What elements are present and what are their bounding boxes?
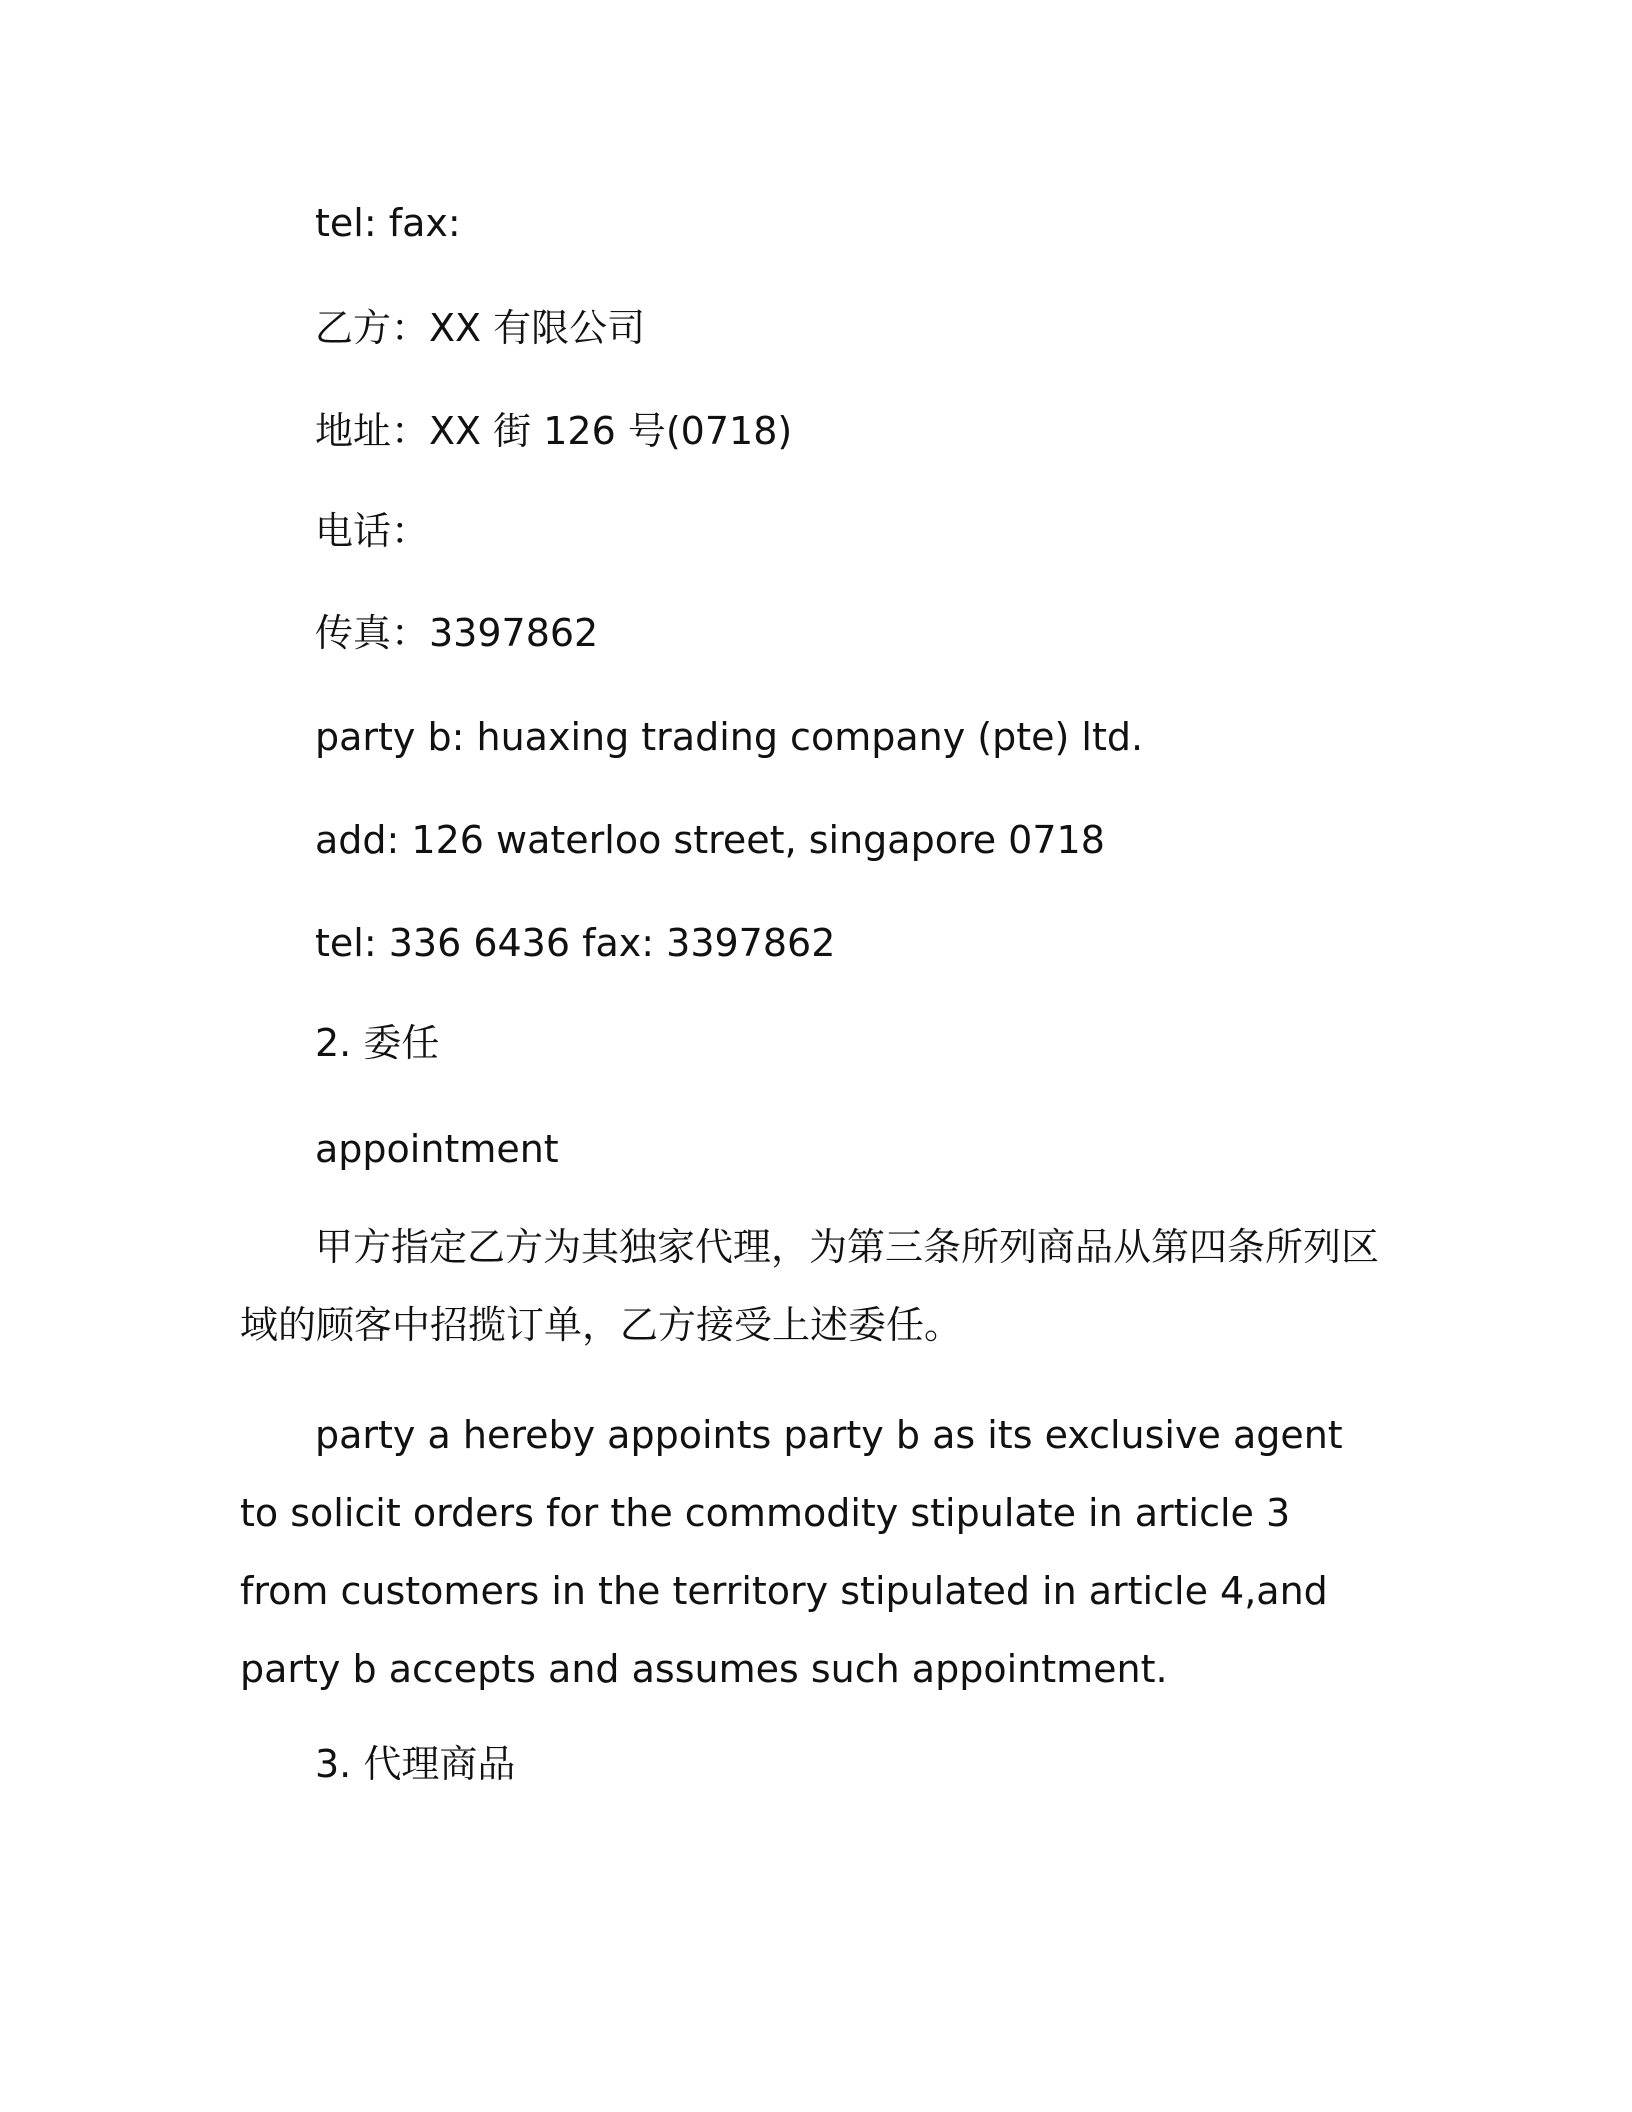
appointment-paragraph-cn: 甲方指定乙方为其独家代理，为第三条所列商品从第四条所列区域的顾客中招揽订单，乙方接受上述委任。 [240,1225,1380,1347]
section-3-heading: 3. 代理商品 [315,1742,516,1786]
party-b-en-name-line: party b: huaxing trading company (pte) ltd. [315,715,1144,759]
section-2-subheading-en: appointment [315,1127,559,1171]
party-b-cn-address-line: 地址：XX 街 126 号(0718) [315,409,793,453]
party-b-cn-name-line: 乙方：XX 有限公司 [315,306,646,350]
party-a-tel-fax-line: tel: fax: [315,201,461,245]
party-b-cn-fax-line: 传真：3397862 [315,611,599,655]
party-b-en-address-line: add: 126 waterloo street, singapore 0718 [315,818,1105,862]
section-2-heading: 2. 委任 [315,1021,440,1065]
party-b-cn-phone-line: 电话： [315,509,430,553]
appointment-paragraph-en: party a hereby appoints party b as its exclusive agent to solicit orders for the commodity stipulate in article 3 from customers in the territory stipulated in article 4,and party b accepts and assumes such appointment. [240,1413,1343,1691]
party-b-en-tel-fax-line: tel: 336 6436 fax: 3397862 [315,921,836,965]
